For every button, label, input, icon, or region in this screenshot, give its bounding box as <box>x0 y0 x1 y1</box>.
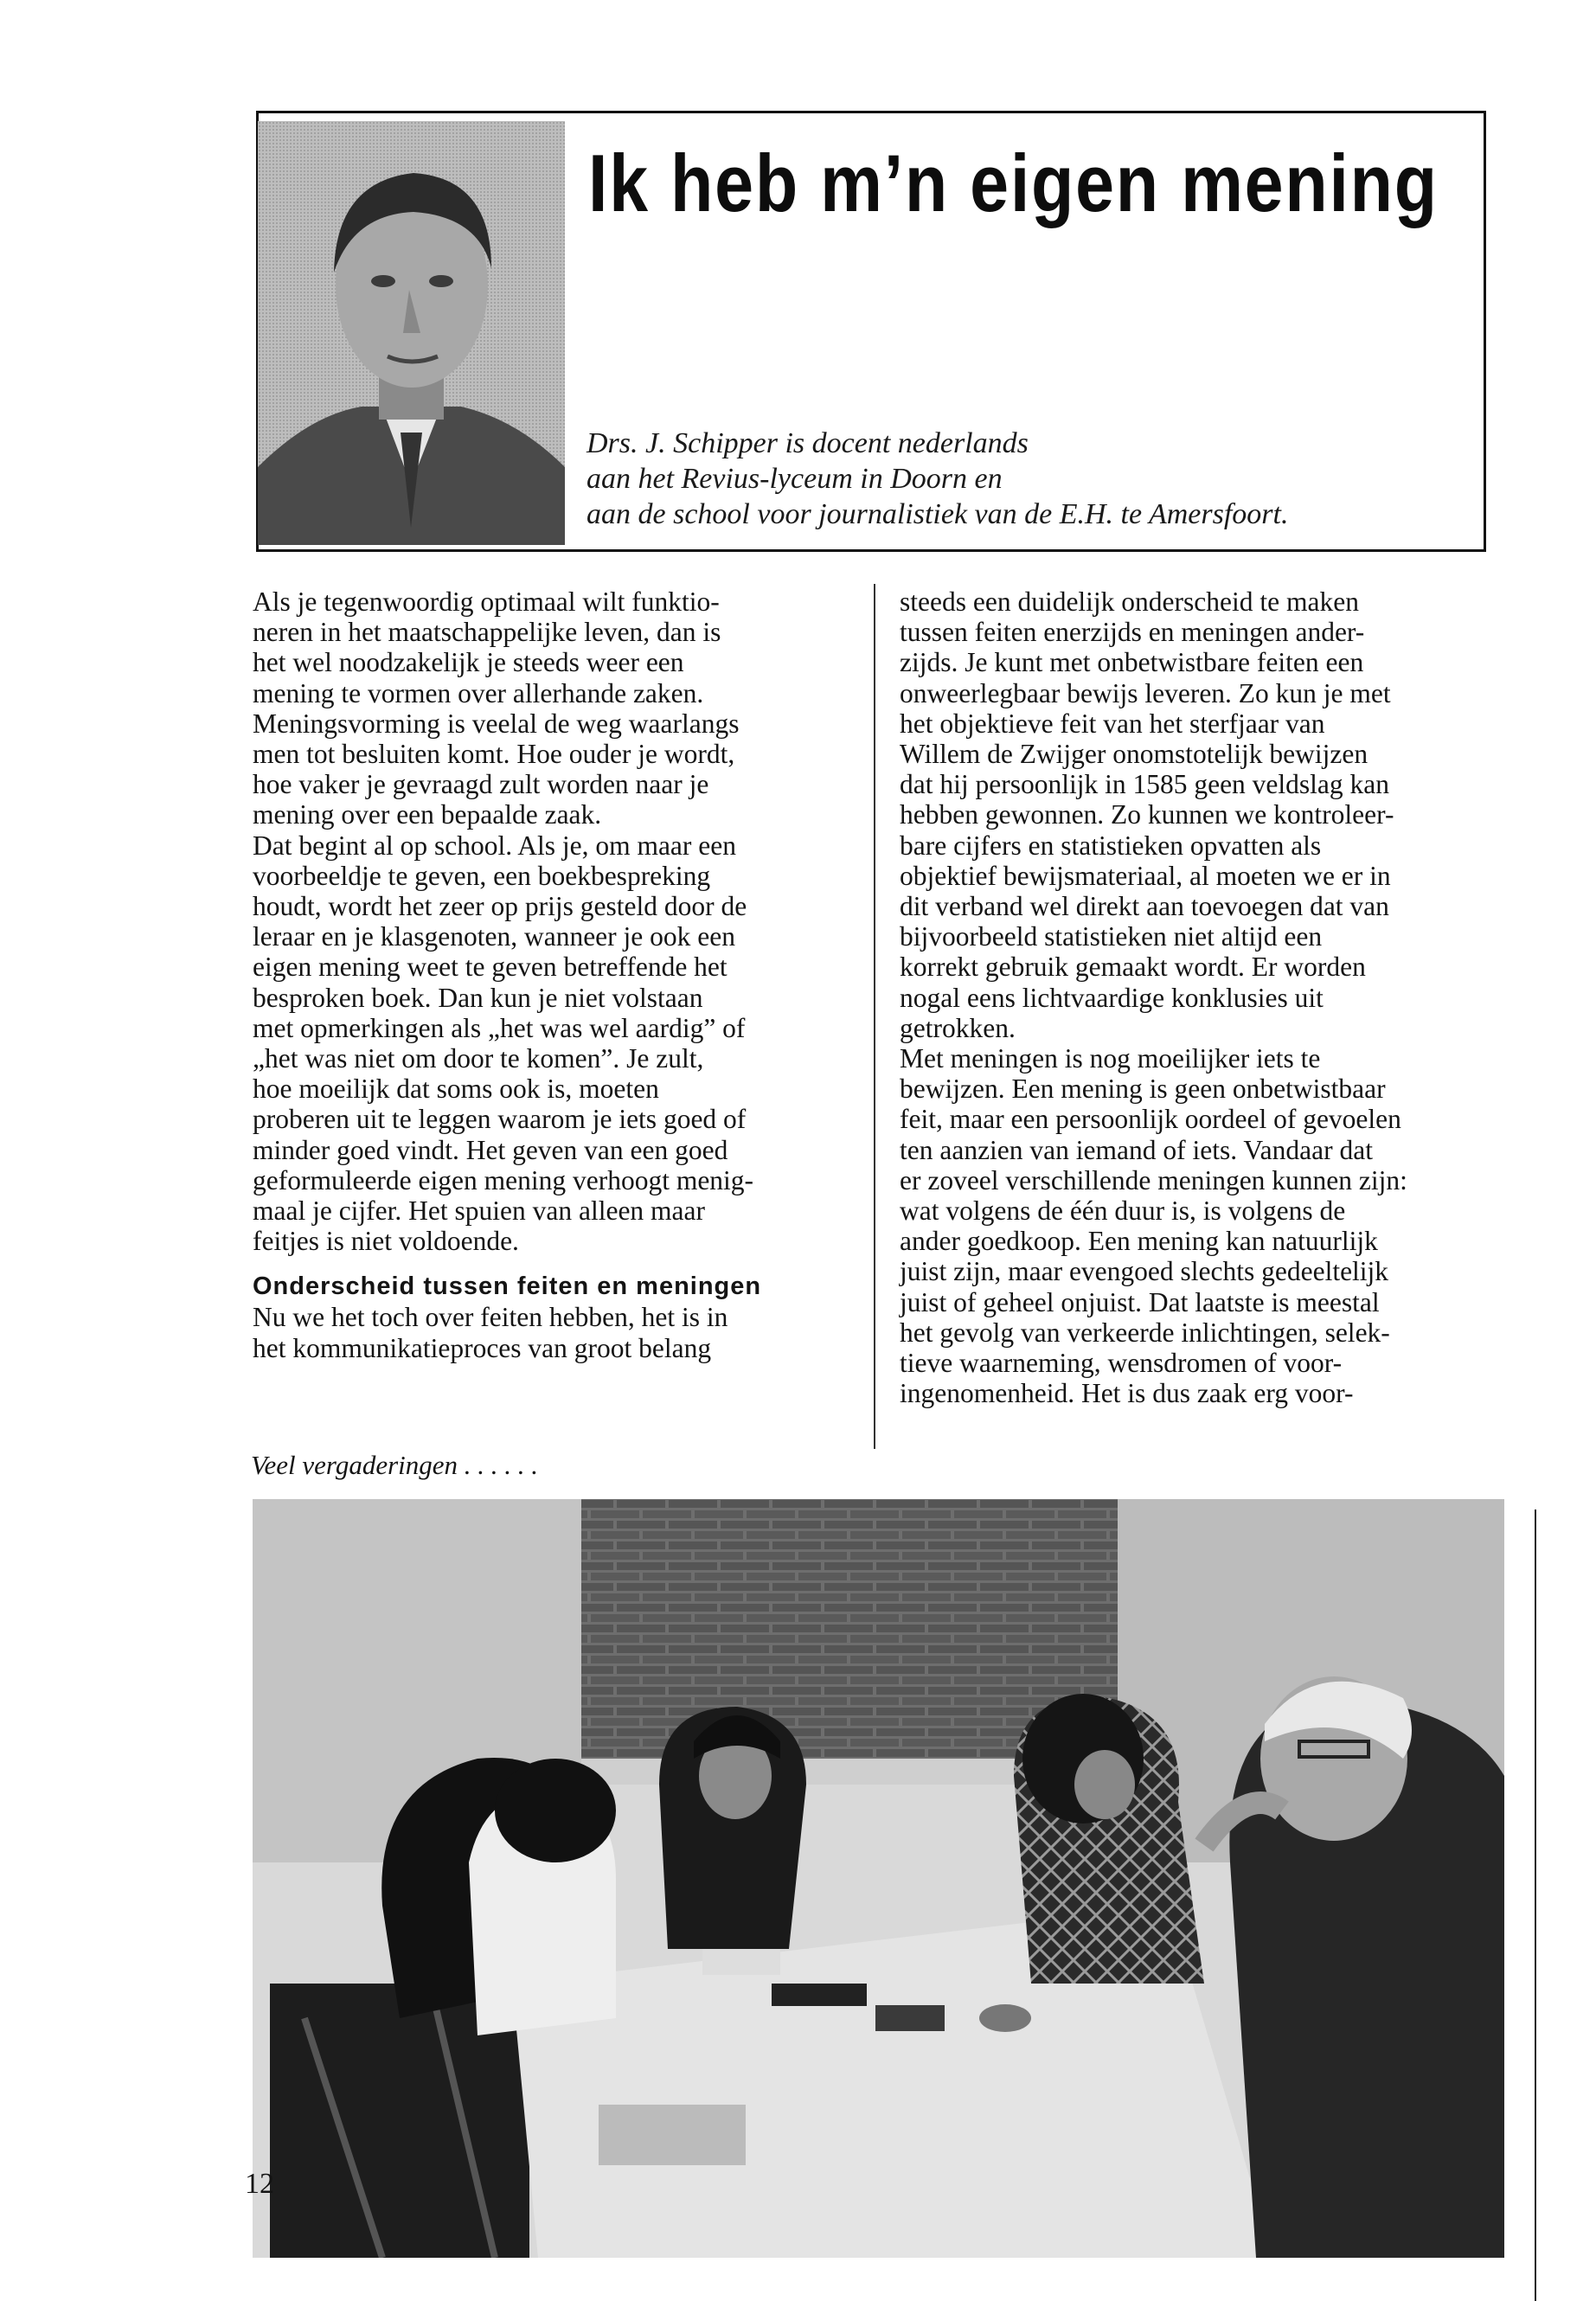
text-line: Willem de Zwijger onomstotelijk bewijzen <box>900 739 1368 770</box>
text-line: mening te vormen over allerhande zaken. <box>253 677 704 708</box>
text-line: geformuleerde eigen mening verhoogt menig- <box>253 1164 754 1195</box>
text-line: Meningsvorming is veelal de weg waarlangs <box>253 708 740 739</box>
text-line: Als je tegenwoordig optimaal wilt funktio- <box>253 586 720 617</box>
text-line: voorbeeldje te geven, een boekbespreking <box>253 860 711 891</box>
text-line: zijds. Je kunt met onbetwistbare feiten een <box>900 647 1364 678</box>
text-line: feit, maar een persoonlijk oordeel of gevoelen <box>900 1104 1401 1135</box>
byline-line: aan het Revius-lyceum in Doorn en <box>586 463 1003 495</box>
photo-caption: Veel vergaderingen . . . . . . <box>251 1450 539 1480</box>
text-line: maal je cijfer. Het spuien van alleen maar <box>253 1195 706 1227</box>
text-line: bewijzen. Een mening is geen onbetwistbaar <box>900 1074 1386 1105</box>
text-line: tieve waarneming, wensdromen of voor- <box>900 1348 1343 1379</box>
text-line: korrekt gebruik gemaakt wordt. Er worden <box>900 952 1366 983</box>
text-line: met opmerkingen als „het was wel aardig” of <box>253 1012 746 1043</box>
text-line: proberen uit te leggen waarom je iets goed of <box>253 1104 747 1135</box>
article-column-left <box>253 586 862 1363</box>
text-line: mening over een bepaalde zaak. <box>253 799 602 830</box>
text-line: getrokken. <box>900 1012 1016 1043</box>
text-line: Nu we het toch over feiten hebben, het is in <box>253 1302 728 1333</box>
text-line: juist zijn, maar evengoed slechts gedeeltelijk <box>900 1256 1389 1287</box>
text-line: hoe vaker je gevraagd zult worden naar je <box>253 769 709 800</box>
text-line: ingenomenheid. Het is dus zaak erg voor- <box>900 1378 1354 1409</box>
text-line: wat volgens de één duur is, is volgens de <box>900 1195 1346 1227</box>
text-line: onweerlegbaar bewijs leveren. Zo kun je met <box>900 677 1391 708</box>
text-line: eigen mening weet te geven betreffende het <box>253 952 727 983</box>
text-line: bare cijfers en statistieken opvatten als <box>900 830 1322 861</box>
text-line: hoe moeilijk dat soms ook is, moeten <box>253 1074 659 1105</box>
text-line: feitjes is niet voldoende. <box>253 1226 519 1257</box>
text-line: het wel noodzakelijk je steeds weer een <box>253 647 684 678</box>
section-subheading: Onderscheid tussen feiten en meningen <box>253 1272 762 1301</box>
text-line: houdt, wordt het zeer op prijs gesteld door de <box>253 891 747 922</box>
text-line: dat hij persoonlijk in 1585 geen veldslag kan <box>900 769 1390 800</box>
text-line: tussen feiten enerzijds en meningen ander- <box>900 617 1365 648</box>
text-line: steeds een duidelijk onderscheid te maken <box>900 586 1359 617</box>
text-line: bijvoorbeeld statistieken niet altijd een <box>900 921 1323 952</box>
text-line: juist of geheel onjuist. Dat laatste is meestal <box>900 1286 1380 1317</box>
text-line: Met meningen is nog moeilijker iets te <box>900 1043 1321 1074</box>
text-line: neren in het maatschappelijke leven, dan is <box>253 617 721 648</box>
text-line: ander goedkoop. Een mening kan natuurlijk <box>900 1226 1378 1257</box>
text-line: „het was niet om door te komen”. Je zult, <box>253 1043 704 1074</box>
byline-line: Drs. J. Schipper is docent nederlands <box>586 427 1029 459</box>
article-title: Ik heb m’n eigen mening <box>588 138 1439 228</box>
text-line: Dat begint al op school. Als je, om maar een <box>253 830 736 861</box>
text-line: het gevolg van verkeerde inlichtingen, selek- <box>900 1317 1390 1348</box>
page-edge <box>1535 1509 1536 2301</box>
meeting-photo <box>253 1499 1504 2258</box>
article-column-right <box>900 586 1514 1408</box>
text-line: besproken boek. Dan kun je niet volstaan <box>253 982 703 1013</box>
text-line: ten aanzien van iemand of iets. Vandaar dat <box>900 1134 1373 1165</box>
text-line: dit verband wel direkt aan toevoegen dat van <box>900 891 1389 922</box>
text-line: leraar en je klasgenoten, wanneer je ook een <box>253 921 735 952</box>
text-line: minder goed vindt. Het geven van een goed <box>253 1134 728 1165</box>
author-portrait <box>258 121 565 545</box>
text-line: er zoveel verschillende meningen kunnen zijn: <box>900 1164 1407 1195</box>
text-line: nogal eens lichtvaardige konklusies uit <box>900 982 1324 1013</box>
author-byline <box>586 426 1469 532</box>
text-line: het objektieve feit van het sterfjaar van <box>900 708 1325 739</box>
text-line: men tot besluiten komt. Hoe ouder je wordt, <box>253 739 735 770</box>
text-line: het kommunikatieproces van groot belang <box>253 1332 712 1363</box>
text-line: objektief bewijsmateriaal, al moeten we er in <box>900 860 1391 891</box>
byline-line: aan de school voor journalistiek van de E.H. te Amersfoort. <box>586 498 1289 530</box>
text-line: hebben gewonnen. Zo kunnen we kontroleer- <box>900 799 1394 830</box>
column-divider <box>874 584 875 1449</box>
page-number: 12 <box>245 2168 274 2200</box>
